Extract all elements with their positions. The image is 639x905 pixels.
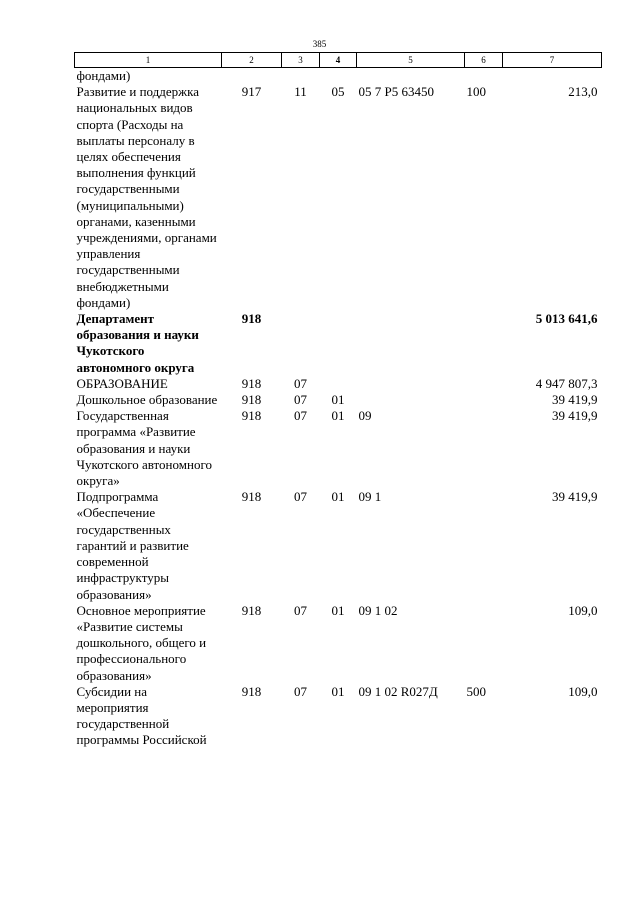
- row-ministry: 918: [241, 408, 262, 424]
- row-subsection: 01: [331, 602, 345, 618]
- table-row: [75, 311, 602, 376]
- row-subsection: 01: [331, 489, 345, 505]
- header-col-4: 4: [320, 53, 357, 68]
- row-subsection: [320, 68, 357, 85]
- row-name: Основное мероприятие «Развитие системы дошкольного, общего и профессионального образования»: [76, 602, 207, 683]
- table-row: [75, 603, 602, 684]
- row-expense-type: 100: [466, 84, 486, 100]
- row-name: Субсидии на мероприятия государственной программы Российской: [76, 683, 207, 748]
- row-ministry: 918: [241, 375, 262, 391]
- row-expense-type: [465, 408, 503, 489]
- row-name: Развитие и поддержка национальных видов спорта (Расходы на выплаты персоналу в целях обеспечения выполнения функций государственными (муниципальными) органами, казенными учреждениями, органами управления государственными внебюджетными фондами): [76, 84, 217, 310]
- row-target-code: [357, 392, 465, 408]
- row-target-code: [357, 68, 465, 85]
- table-row: [75, 376, 602, 392]
- row-ministry: [222, 68, 282, 85]
- budget-table: [74, 52, 602, 749]
- row-ministry: 917: [241, 84, 262, 100]
- row-target-code: 05 7 Р5 63450: [358, 84, 434, 100]
- row-amount: 39 419,9: [552, 489, 598, 505]
- row-section: 11: [294, 84, 307, 100]
- row-section: [282, 68, 320, 85]
- header-col-1: 1: [75, 53, 222, 68]
- page-number: 385: [312, 39, 327, 49]
- row-amount: 4 947 807,3: [535, 375, 598, 391]
- row-section: 07: [294, 602, 307, 618]
- row-subsection: [320, 376, 357, 392]
- row-name: фондами): [76, 68, 131, 83]
- table-row: [75, 684, 602, 749]
- row-expense-type: [465, 376, 503, 392]
- table-row: [75, 408, 602, 489]
- row-target-code: 09: [358, 408, 372, 424]
- header-col-5: 5: [357, 53, 465, 68]
- row-target-code: 09 1: [358, 489, 382, 505]
- row-subsection: 05: [331, 84, 345, 100]
- row-target-code: [357, 376, 465, 392]
- row-name: Департамент образования и науки Чукотского автономного округа: [76, 311, 199, 375]
- row-subsection: [320, 311, 357, 376]
- row-section: 07: [294, 683, 307, 699]
- row-amount: 109,0: [568, 602, 598, 618]
- row-ministry: 918: [241, 602, 262, 618]
- header-col-2: 2: [222, 53, 282, 68]
- row-section: 07: [294, 408, 307, 424]
- row-target-code: 09 1 02: [358, 602, 398, 618]
- row-name: Государственная программа «Развитие образования и науки Чукотского автономного округа»: [76, 408, 212, 489]
- row-section: 07: [294, 392, 307, 408]
- row-expense-type: [465, 311, 503, 376]
- table-row: [75, 68, 602, 85]
- row-ministry: 918: [241, 683, 262, 699]
- row-expense-type: 500: [466, 683, 486, 699]
- row-subsection: 01: [331, 683, 345, 699]
- row-expense-type: [465, 392, 503, 408]
- row-subsection: 01: [331, 408, 345, 424]
- row-section: 07: [294, 375, 307, 391]
- row-amount: [503, 68, 602, 85]
- row-subsection: 01: [331, 392, 345, 408]
- row-target-code: [357, 311, 465, 376]
- row-name: Подпрограмма «Обеспечение государственных гарантий и развитие современной инфраструктуры образования»: [76, 489, 189, 602]
- header-row: [75, 53, 602, 68]
- row-ministry: 918: [241, 489, 262, 505]
- row-amount: 213,0: [568, 84, 598, 100]
- header-col-3: 3: [282, 53, 320, 68]
- row-amount: 39 419,9: [552, 392, 598, 408]
- row-expense-type: [465, 68, 503, 85]
- row-amount: 39 419,9: [552, 408, 598, 424]
- row-section: [282, 311, 320, 376]
- row-name: Дошкольное образование: [76, 392, 218, 408]
- table-row: [75, 84, 602, 311]
- header-col-7: 7: [503, 53, 602, 68]
- row-amount: 5 013 641,6: [535, 311, 598, 327]
- row-target-code: 09 1 02 R027Д: [358, 683, 438, 699]
- row-expense-type: [465, 489, 503, 602]
- table-row: [75, 489, 602, 602]
- row-name: ОБРАЗОВАНИЕ: [76, 375, 168, 391]
- header-col-6: 6: [465, 53, 503, 68]
- row-section: 07: [294, 489, 307, 505]
- table-row: [75, 392, 602, 408]
- row-amount: 109,0: [568, 683, 598, 699]
- row-expense-type: [465, 603, 503, 684]
- row-ministry: 918: [241, 392, 262, 408]
- row-ministry: 918: [241, 311, 262, 327]
